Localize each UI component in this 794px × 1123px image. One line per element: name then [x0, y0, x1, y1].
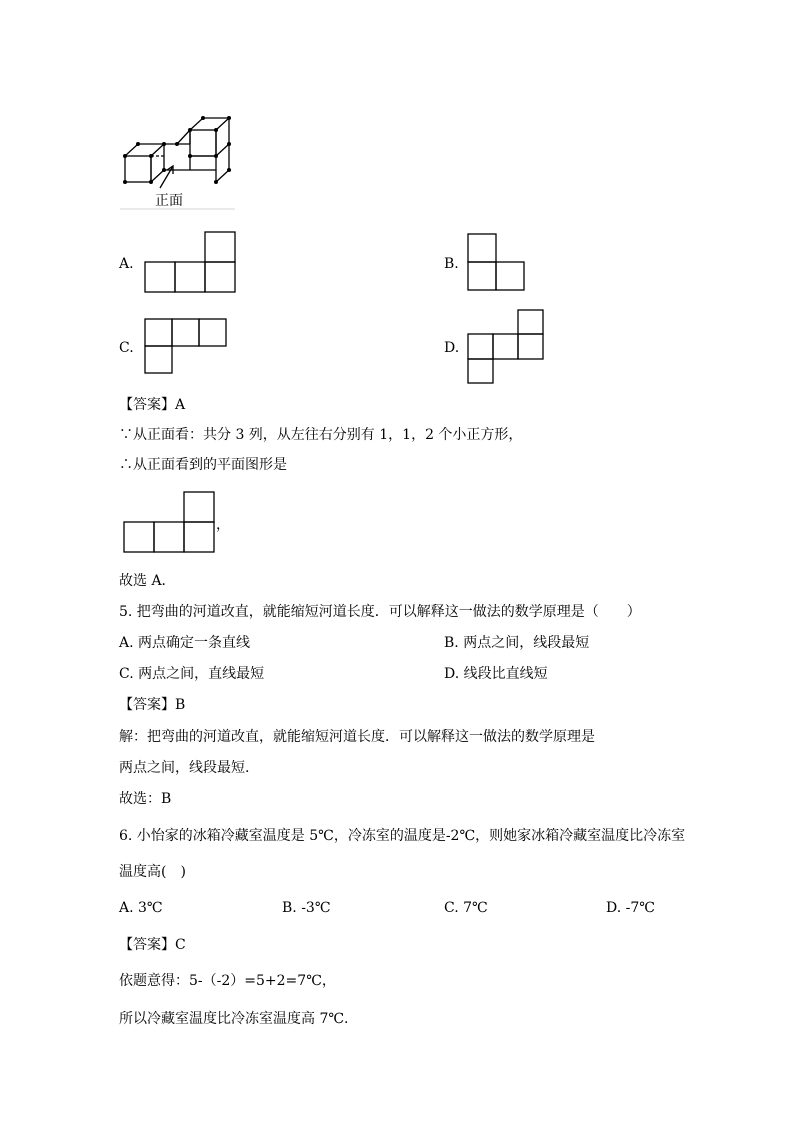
option-c-letter: C.	[119, 340, 134, 356]
q4-choose: 故选 A．	[119, 573, 176, 589]
q5-option-c: C. 两点之间，直线最短	[119, 666, 265, 682]
q6-conclusion: 所以冷藏室温度比冷冻室温度高 7℃.	[119, 1011, 349, 1027]
q6-answer: 【答案】C	[119, 937, 186, 953]
q5-answer: 【答案】B	[119, 697, 186, 713]
q4-because: ∵从正面看：共分 3 列，从左往右分别有 1，1，2 个小正方形，	[119, 427, 523, 443]
option-d-grid	[466, 308, 548, 386]
q6-option-b: B. -3℃	[282, 900, 331, 916]
option-b-letter: B.	[444, 256, 459, 272]
q5-option-b: B. 两点之间，线段最短	[444, 635, 590, 651]
q5-option-d: D. 线段比直线短	[444, 666, 548, 682]
option-d-letter: D.	[444, 340, 460, 356]
q4-answer-grid	[122, 490, 218, 556]
q4-answer: 【答案】A	[119, 397, 186, 413]
q6-option-c: C. 7℃	[444, 900, 488, 916]
front-label: 正面	[155, 193, 183, 209]
cube-figure	[115, 104, 240, 218]
q6-option-a: A. 3℃	[119, 900, 163, 916]
q5-choose: 故选：B	[119, 791, 172, 807]
q6-question-2: 温度高( )	[119, 864, 186, 880]
option-b-grid	[466, 232, 528, 294]
q6-option-d: D. -7℃	[606, 900, 655, 916]
q6-calc: 依题意得：5-（-2）=5+2=7℃，	[119, 973, 336, 989]
q5-solution-2: 两点之间，线段最短.	[119, 760, 250, 776]
option-c-grid	[143, 317, 229, 377]
q5-question: 5. 把弯曲的河道改直，就能缩短河道长度．可以解释这一做法的数学原理是（ ）	[119, 604, 641, 620]
q5-solution-1: 解：把弯曲的河道改直，就能缩短河道长度．可以解释这一做法的数学原理是	[119, 729, 595, 745]
q4-comma: ，	[216, 517, 230, 533]
q6-question-1: 6. 小怡家的冰箱冷藏室温度是 5℃，冷冻室的温度是-2℃，则她家冰箱冷藏室温度比冷冻室	[119, 828, 686, 844]
q5-option-a: A. 两点确定一条直线	[119, 635, 251, 651]
option-a-letter: A.	[119, 256, 134, 272]
q4-therefore: ∴从正面看到的平面图形是	[119, 457, 287, 473]
option-a-grid	[143, 230, 238, 296]
